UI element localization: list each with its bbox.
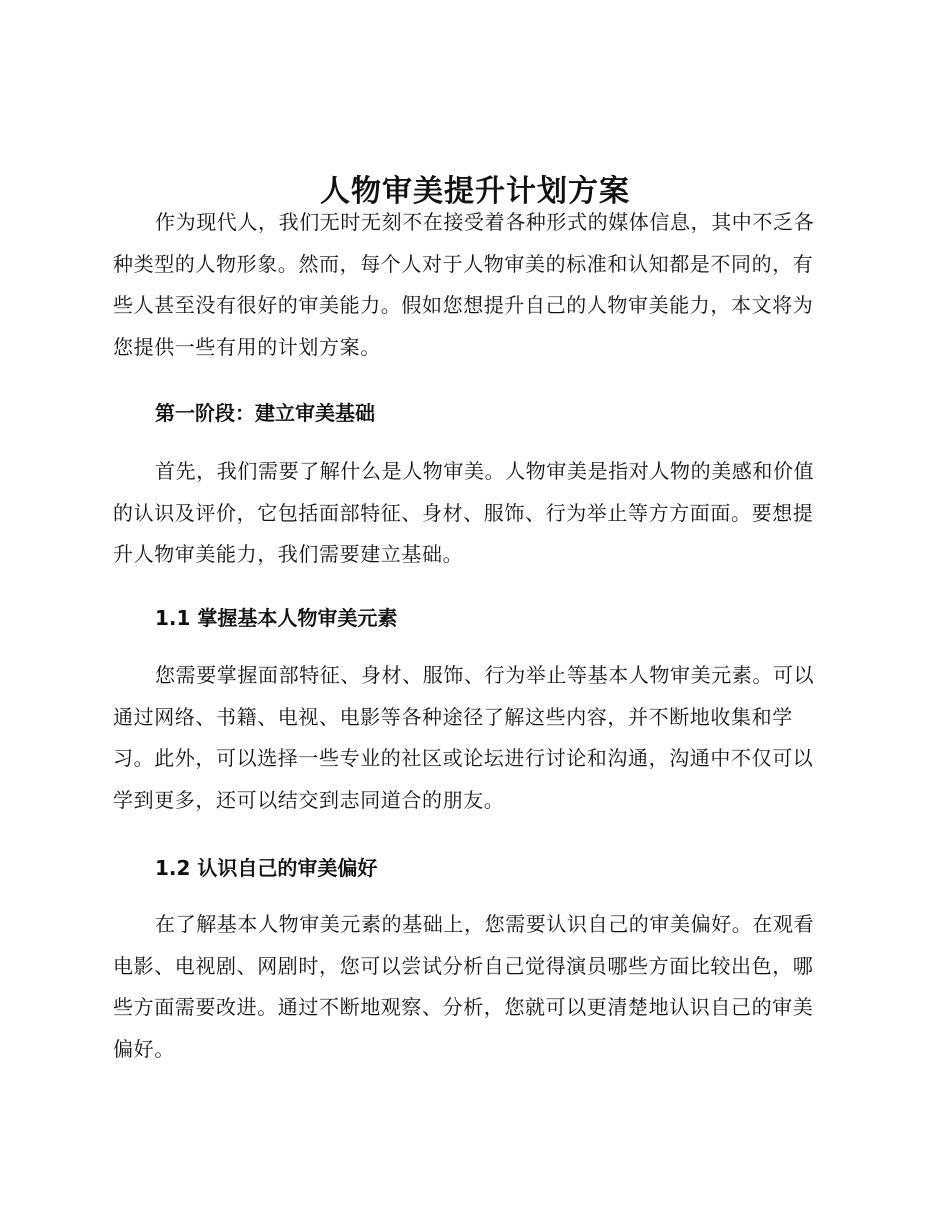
- section-1-1-heading: 1.1 掌握基本人物审美元素: [155, 606, 398, 630]
- intro-paragraph: 作为现代人，我们无时无刻不在接受着各种形式的媒体信息，其中不乏各种类型的人物形象。然而，每个人对于人物审美的标准和认知都是不同的，有些人甚至没有很好的审美能力。假如您想提升自己的人物审美能力，本文将为您提供一些有用的计划方案。: [113, 210, 815, 359]
- stage1-paragraph: 首先，我们需要了解什么是人物审美。人物审美是指对人物的美感和价值的认识及评价，它包括面部特征、身材、服饰、行为举止等方方面面。要想提升人物审美能力，我们需要建立基础。: [113, 459, 815, 566]
- stage1-heading: 第一阶段：建立审美基础: [155, 401, 375, 425]
- document-title: 人物审美提升计划方案: [320, 174, 630, 210]
- section-1-2-paragraph: 在了解基本人物审美元素的基础上，您需要认识自己的审美偏好。在观看电影、电视剧、网剧时，您可以尝试分析自己觉得演员哪些方面比较出色，哪些方面需要改进。通过不断地观察、分析，您就可以更清楚地认识自己的审美偏好。: [113, 912, 815, 1061]
- section-1-1-paragraph: 您需要掌握面部特征、身材、服饰、行为举止等基本人物审美元素。可以通过网络、书籍、电视、电影等各种途径了解这些内容，并不断地收集和学习。此外，可以选择一些专业的社区或论坛进行讨论和沟通，沟通中不仅可以学到更多，还可以结交到志同道合的朋友。: [113, 663, 815, 812]
- section-1-2-heading: 1.2 认识自己的审美偏好: [155, 856, 378, 880]
